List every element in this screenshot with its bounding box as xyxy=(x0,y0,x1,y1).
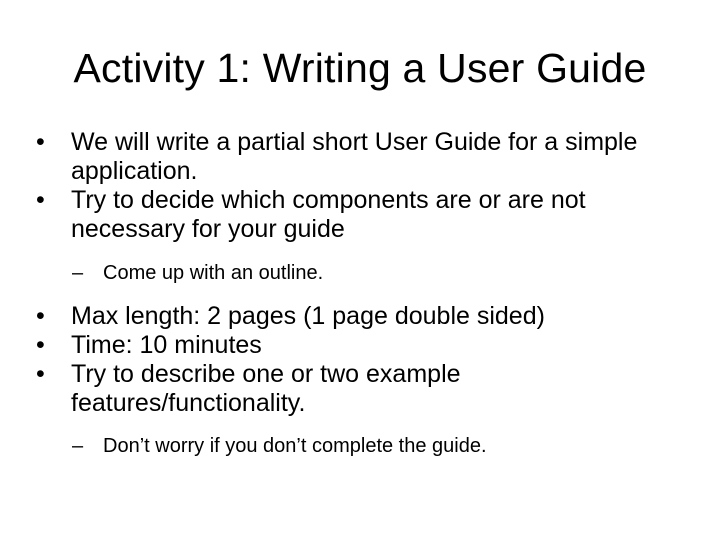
bullet-text: Time: 10 minutes xyxy=(71,331,262,359)
sub-bullet-text: Don’t worry if you don’t complete the guide. xyxy=(103,435,487,457)
slide-title: Activity 1: Writing a User Guide xyxy=(73,45,647,91)
bullet-marker: • xyxy=(36,128,45,156)
bullet-text: We will write a partial short User Guide for a simple application. xyxy=(71,128,638,185)
bullet-item xyxy=(36,331,676,360)
bullet-item xyxy=(36,186,676,244)
bullet-text: Max length: 2 pages (1 page double sided) xyxy=(71,302,545,330)
sub-bullet-marker: – xyxy=(72,435,84,457)
bullet-text: Try to decide which components are or are not necessary for your guide xyxy=(71,186,586,243)
bullet-marker: • xyxy=(36,302,45,330)
sub-bullet-text: Come up with an outline. xyxy=(103,262,324,284)
sub-bullet-marker: – xyxy=(72,262,84,284)
bullet-text: Try to describe one or two example features/functionality. xyxy=(71,360,461,417)
bullet-item xyxy=(36,128,676,186)
slide-body xyxy=(36,128,676,475)
bullet-item xyxy=(36,360,676,418)
sub-bullet-item xyxy=(72,434,676,458)
bullet-marker: • xyxy=(36,360,45,388)
bullet-marker: • xyxy=(36,186,45,214)
sub-bullet-item xyxy=(72,261,676,285)
bullet-item xyxy=(36,302,676,331)
bullet-marker: • xyxy=(36,331,45,359)
